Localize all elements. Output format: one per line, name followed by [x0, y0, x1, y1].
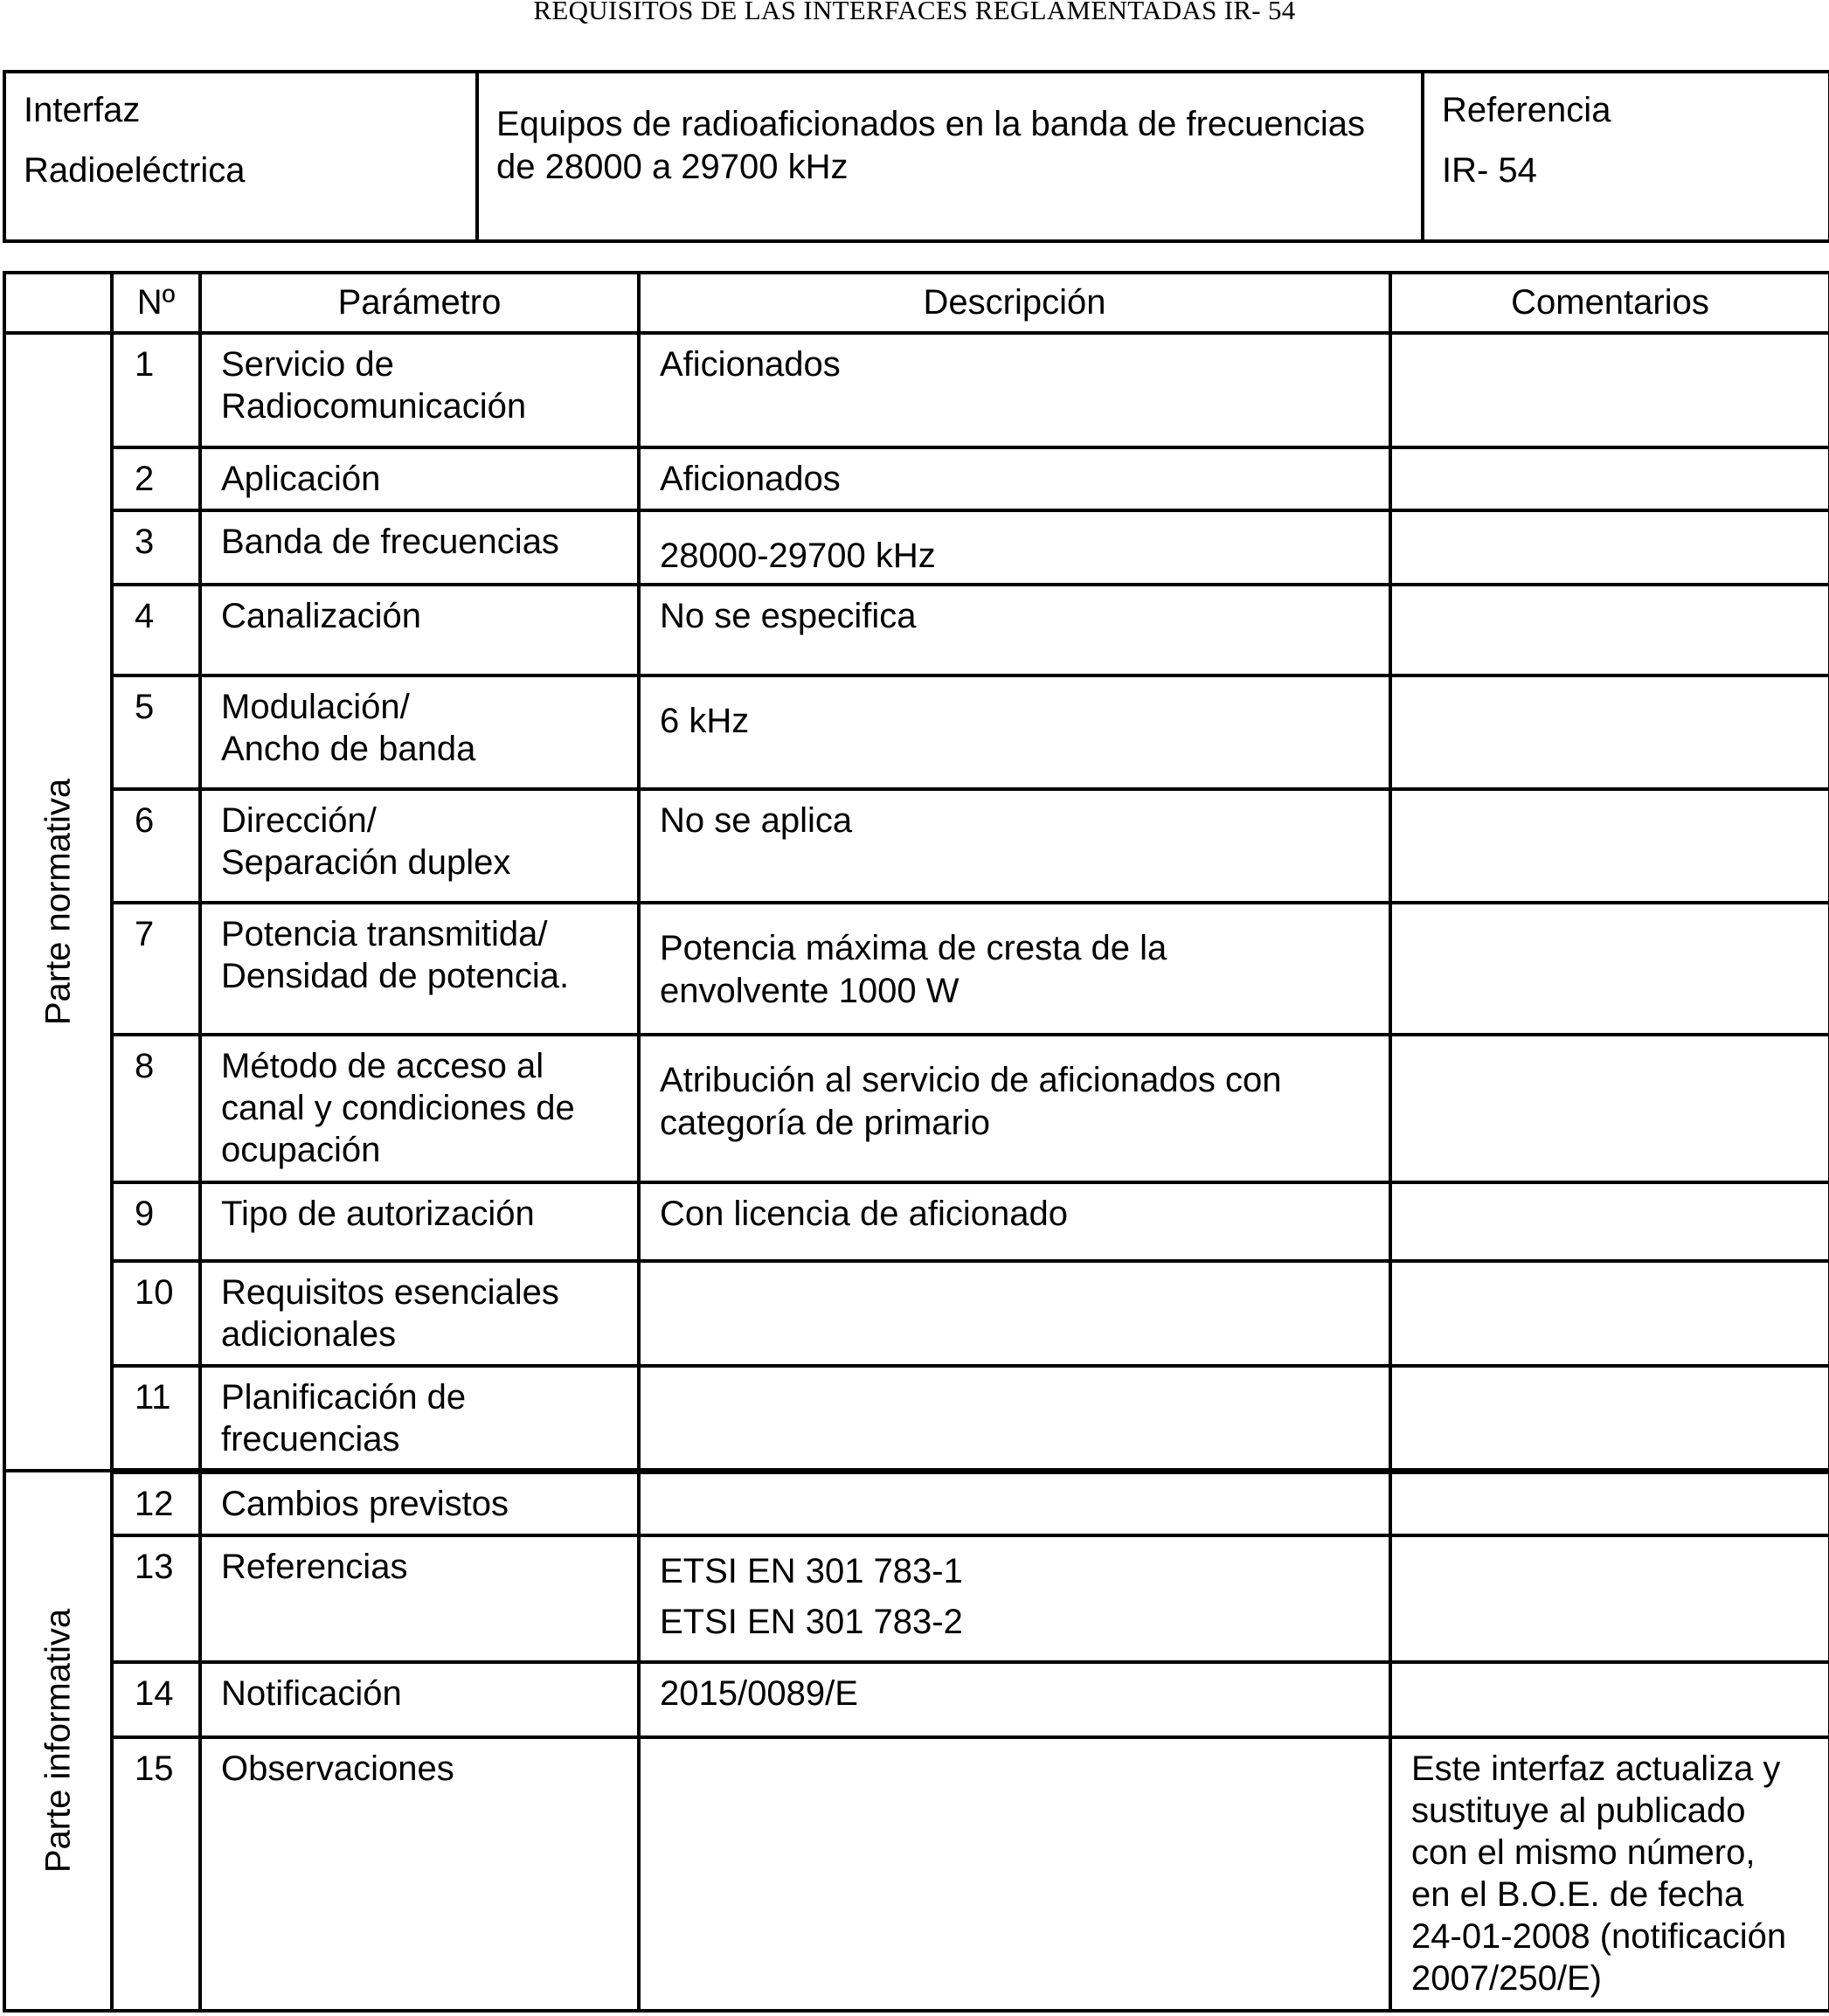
equipment-cell [477, 72, 1423, 241]
parameters-table [3, 271, 1829, 2013]
table-row [4, 1471, 1829, 1535]
table-row [4, 333, 1829, 447]
row-parameter: Cambios previstos [200, 1471, 639, 1535]
interface-value: Radioeléctrica [24, 151, 246, 190]
row-description: Con licencia de aficionado [639, 1182, 1390, 1261]
row-comment [1390, 789, 1829, 903]
row-comment: Este interfaz actualiza y sustituye al publicado con el mismo número, en el B.O.E. de fecha 24-01-2008 (notificación 2007/250/E) [1390, 1737, 1829, 2011]
header-row [4, 72, 1829, 241]
row-number: 9 [112, 1182, 200, 1261]
row-comment [1390, 1035, 1829, 1182]
section-informative [4, 1471, 112, 2011]
row-description: Potencia máxima de cresta de la envolvente 1000 W [639, 903, 1390, 1035]
row-comment [1390, 447, 1829, 510]
row-parameter: Método de acceso al canal y condiciones de ocupación [200, 1035, 639, 1182]
row-comment [1390, 510, 1829, 585]
row-number: 4 [112, 585, 200, 675]
row-number: 3 [112, 510, 200, 585]
row-number: 2 [112, 447, 200, 510]
column-header-number: Nº [112, 273, 200, 333]
row-comment [1390, 585, 1829, 675]
row-number: 5 [112, 675, 200, 789]
table-row [4, 903, 1829, 1035]
row-number: 10 [112, 1261, 200, 1366]
row-comment [1390, 675, 1829, 789]
row-comment [1390, 1182, 1829, 1261]
table-row [4, 789, 1829, 903]
row-description [639, 1471, 1390, 1535]
row-description [639, 1261, 1390, 1366]
row-number: 15 [112, 1737, 200, 2011]
table-row [4, 1182, 1829, 1261]
row-description [639, 1366, 1390, 1471]
row-parameter: Dirección/ Separación duplex [200, 789, 639, 903]
table-row [4, 1366, 1829, 1471]
interface-header-table [3, 70, 1829, 243]
reference-value: IR- 54 [1442, 151, 1537, 190]
reference-label: Referencia [1442, 91, 1611, 129]
table-row [4, 585, 1829, 675]
row-number: 8 [112, 1035, 200, 1182]
table-row [4, 1261, 1829, 1366]
row-parameter: Notificación [200, 1662, 639, 1737]
table-row [4, 1737, 1829, 2011]
row-comment [1390, 1662, 1829, 1737]
row-parameter: Referencias [200, 1535, 639, 1662]
column-header-description: Descripción [639, 273, 1390, 333]
row-number: 1 [112, 333, 200, 447]
row-comment [1390, 1471, 1829, 1535]
row-comment [1390, 903, 1829, 1035]
row-description: Aficionados [639, 333, 1390, 447]
interface-label: Interfaz [24, 91, 141, 129]
equipment-description: Equipos de radioaficionados en la banda de frecuencias de 28000 a 29700 kHz [496, 105, 1366, 186]
row-comment [1390, 1366, 1829, 1471]
row-number: 11 [112, 1366, 200, 1471]
table-row [4, 510, 1829, 585]
table-row [4, 447, 1829, 510]
table-row [4, 675, 1829, 789]
row-description: 28000-29700 kHz [639, 510, 1390, 585]
column-header-parameter: Parámetro [200, 273, 639, 333]
row-number: 7 [112, 903, 200, 1035]
section-normative-label: Parte normativa [38, 778, 77, 1026]
row-comment [1390, 333, 1829, 447]
table-row [4, 1035, 1829, 1182]
document-title: REQUISITOS DE LAS INTERFACES REGLAMENTADAS IR- 54 [533, 0, 1296, 25]
column-header-comments: Comentarios [1390, 273, 1829, 333]
row-description [639, 1737, 1390, 2011]
section-normative [4, 333, 112, 1471]
table-header-row [4, 273, 1829, 333]
table-row [4, 1535, 1829, 1662]
row-description: 2015/0089/E [639, 1662, 1390, 1737]
row-number: 13 [112, 1535, 200, 1662]
row-description: No se especifica [639, 585, 1390, 675]
row-parameter: Observaciones [200, 1737, 639, 2011]
row-parameter: Potencia transmitida/ Densidad de potencia. [200, 903, 639, 1035]
row-description: Atribución al servicio de aficionados con categoría de primario [639, 1035, 1390, 1182]
row-parameter: Tipo de autorización [200, 1182, 639, 1261]
header-corner [4, 273, 112, 333]
row-description: Aficionados [639, 447, 1390, 510]
row-parameter: Planificación de frecuencias [200, 1366, 639, 1471]
row-parameter: Canalización [200, 585, 639, 675]
row-number: 12 [112, 1471, 200, 1535]
row-description: ETSI EN 301 783-1 ETSI EN 301 783-2 [639, 1535, 1390, 1662]
row-parameter: Requisitos esenciales adicionales [200, 1261, 639, 1366]
row-parameter: Aplicación [200, 447, 639, 510]
table-row [4, 1662, 1829, 1737]
row-parameter: Modulación/ Ancho de banda [200, 675, 639, 789]
row-description: No se aplica [639, 789, 1390, 903]
section-informative-label: Parte informativa [38, 1608, 77, 1874]
row-comment [1390, 1261, 1829, 1366]
row-number: 14 [112, 1662, 200, 1737]
row-parameter: Banda de frecuencias [200, 510, 639, 585]
reference-cell [1423, 72, 1829, 241]
row-parameter: Servicio de Radiocomunicación [200, 333, 639, 447]
row-number: 6 [112, 789, 200, 903]
row-description: 6 kHz [639, 675, 1390, 789]
interface-cell [4, 72, 477, 241]
row-comment [1390, 1535, 1829, 1662]
